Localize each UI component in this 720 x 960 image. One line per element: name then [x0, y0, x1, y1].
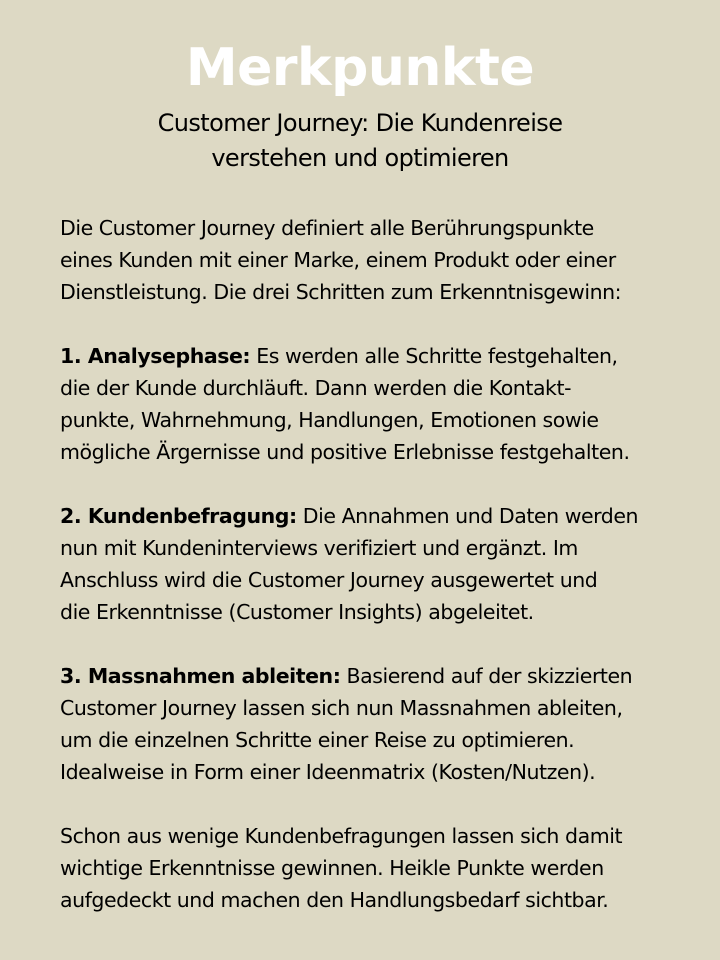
- step-1-line-2: die der Kunde durchläuft. Dann werden die Kontakt-: [60, 376, 572, 400]
- subtitle-line-1: Customer Journey: Die Kundenreise: [157, 109, 563, 137]
- subtitle-line-2: verstehen und optimieren: [211, 144, 509, 172]
- step-2-paragraph: [60, 500, 720, 628]
- page-subtitle: [0, 106, 720, 176]
- step-2-line-1: [60, 500, 720, 532]
- conclusion-line-3: aufgedeckt und machen den Handlungsbedarf sichtbar.: [60, 888, 609, 912]
- step-3-line-3: um die einzelnen Schritte einer Reise zu optimieren.: [60, 728, 575, 752]
- step-3-paragraph: [60, 660, 720, 788]
- conclusion-paragraph: [60, 820, 720, 916]
- step-1-text-1: Es werden alle Schritte festgehalten,: [250, 344, 618, 368]
- intro-line-2: eines Kunden mit einer Marke, einem Produkt oder einer: [60, 248, 616, 272]
- step-3-line-1: [60, 660, 720, 692]
- step-1-line-4: mögliche Ärgernisse und positive Erlebnisse festgehalten.: [60, 440, 630, 464]
- step-3-text-1: Basierend auf der skizzierten: [340, 664, 633, 688]
- body-text: [60, 212, 720, 916]
- conclusion-line-2: wichtige Erkenntnisse gewinnen. Heikle Punkte werden: [60, 856, 604, 880]
- step-3-label: 3. Massnahmen ableiten:: [60, 664, 341, 688]
- intro-line-1: Die Customer Journey definiert alle Berührungspunkte: [60, 216, 594, 240]
- page-title: Merkpunkte: [185, 38, 535, 98]
- step-1-line-1: [60, 340, 720, 372]
- step-1-paragraph: [60, 340, 720, 468]
- step-2-text-1: Die Annahmen und Daten werden: [296, 504, 639, 528]
- step-2-label: 2. Kundenbefragung:: [60, 504, 297, 528]
- step-3-line-2: Customer Journey lassen sich nun Massnahmen ableiten,: [60, 696, 623, 720]
- step-1-label: 1. Analysephase:: [60, 344, 251, 368]
- intro-line-3: Dienstleistung. Die drei Schritten zum Erkenntnisgewinn:: [60, 280, 622, 304]
- conclusion-line-1: Schon aus wenige Kundenbefragungen lassen sich damit: [60, 824, 623, 848]
- step-3-line-4: Idealweise in Form einer Ideenmatrix (Kosten/Nutzen).: [60, 760, 596, 784]
- step-2-line-4: die Erkenntnisse (Customer Insights) abgeleitet.: [60, 600, 534, 624]
- step-1-line-3: punkte, Wahrnehmung, Handlungen, Emotionen sowie: [60, 408, 599, 432]
- step-2-line-3: Anschluss wird die Customer Journey ausgewertet und: [60, 568, 598, 592]
- intro-paragraph: [60, 212, 720, 308]
- step-2-line-2: nun mit Kundeninterviews verifiziert und ergänzt. Im: [60, 536, 578, 560]
